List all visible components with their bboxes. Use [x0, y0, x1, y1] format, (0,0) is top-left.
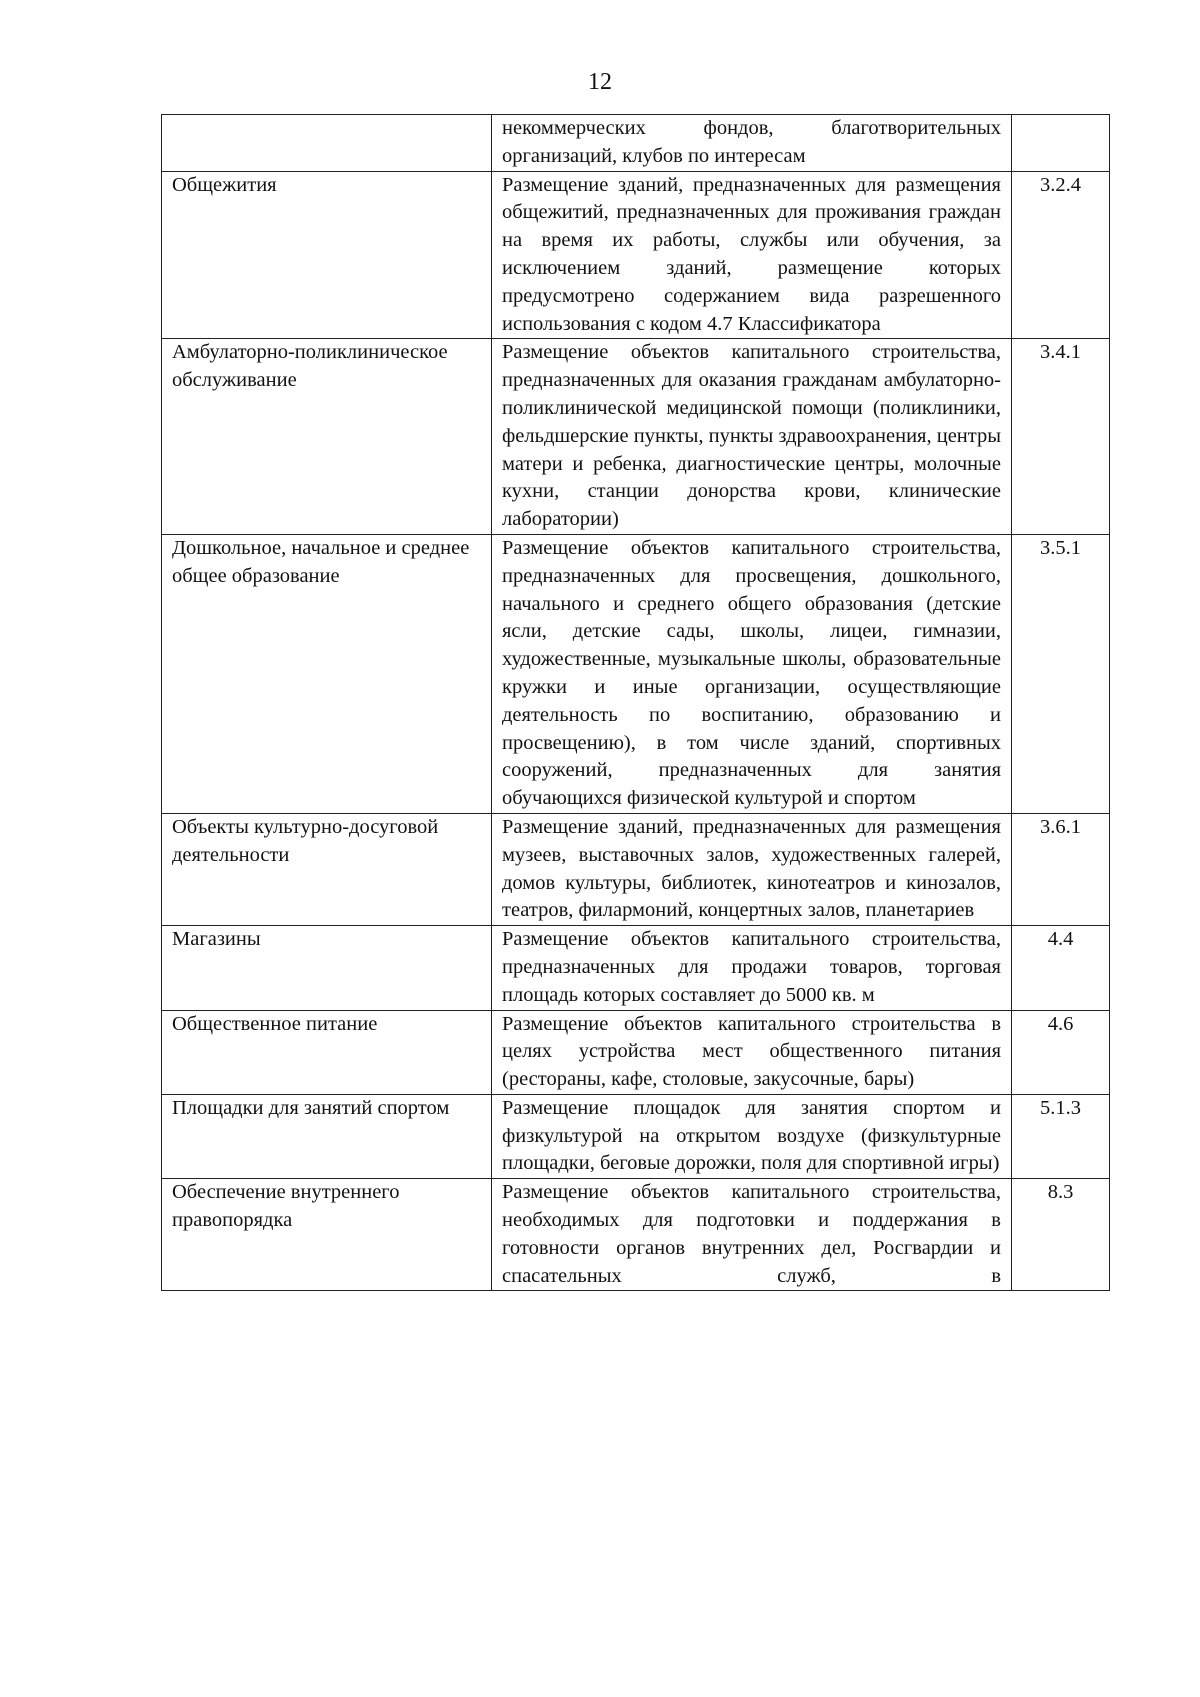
table-body: [162, 115, 1110, 1291]
use-type-description: Размещение зданий, предназначенных для размещения общежитий, предназначенных для проживания граждан на время их работы, службы или обучения, за исключением зданий, размещение которых предусмотрено содержанием вида разрешенного использования с кодом 4.7 Классификатора: [492, 171, 1012, 339]
page-number: 12: [588, 69, 612, 95]
use-type-name: Обеспечение внутреннего правопорядка: [162, 1179, 492, 1291]
use-type-description: Размещение площадок для занятия спортом и физкультурой на открытом воздухе (физкультурные площадки, беговые дорожки, поля для спортивной игры): [492, 1094, 1012, 1178]
use-type-description: Размещение зданий, предназначенных для размещения музеев, выставочных залов, художественных галерей, домов культуры, библиотек, кинотеатров и кинозалов, театров, филармоний, концертных залов, планетариев: [492, 813, 1012, 925]
use-type-code: 3.5.1: [1012, 534, 1110, 813]
use-type-code: 3.4.1: [1012, 339, 1110, 535]
use-type-name: Общественное питание: [162, 1010, 492, 1094]
use-type-code: 5.1.3: [1012, 1094, 1110, 1178]
table-row: [162, 171, 1110, 339]
use-type-description: Размещение объектов капитального строительства, предназначенных для оказания гражданам амбулаторно-поликлинической медицинской помощи (поликлиники, фельдшерские пункты, пункты здравоохранения, центры матери и ребенка, диагностические центры, молочные кухни, станции донорства крови, клинические лаборатории): [492, 339, 1012, 535]
use-type-description: Размещение объектов капитального строительства, предназначенных для просвещения, дошкольного, начального и среднего общего образования (детские ясли, детские сады, школы, лицеи, гимназии, художественные, музыкальные школы, образовательные кружки и иные организации, осуществляющие деятельность по воспитанию, образованию и просвещению), в том числе зданий, спортивных сооружений, предназначенных для занятия обучающихся физической культурой и спортом: [492, 534, 1012, 813]
use-type-description: некоммерческих фондов, благотворительных организаций, клубов по интересам: [492, 115, 1012, 172]
use-type-code: [1012, 115, 1110, 172]
table-row: [162, 1179, 1110, 1291]
use-type-code: 8.3: [1012, 1179, 1110, 1291]
use-type-name: Общежития: [162, 171, 492, 339]
table-row: [162, 926, 1110, 1010]
table-row: [162, 1010, 1110, 1094]
use-type-name: Площадки для занятий спортом: [162, 1094, 492, 1178]
use-type-name: Дошкольное, начальное и среднее общее образование: [162, 534, 492, 813]
use-type-name: Объекты культурно-досуговой деятельности: [162, 813, 492, 925]
use-type-code: 3.2.4: [1012, 171, 1110, 339]
use-type-name: Амбулаторно-поликлиническое обслуживание: [162, 339, 492, 535]
table-row: [162, 813, 1110, 925]
use-type-code: 3.6.1: [1012, 813, 1110, 925]
use-type-name: Магазины: [162, 926, 492, 1010]
use-type-name: [162, 115, 492, 172]
table-row: [162, 534, 1110, 813]
table-row: [162, 1094, 1110, 1178]
table-row: [162, 115, 1110, 172]
table-row: [162, 339, 1110, 535]
use-type-code: 4.6: [1012, 1010, 1110, 1094]
use-type-description: Размещение объектов капитального строительства в целях устройства мест общественного питания (рестораны, кафе, столовые, закусочные, бары): [492, 1010, 1012, 1094]
land-use-table: [161, 114, 1110, 1291]
use-type-description: Размещение объектов капитального строительства, необходимых для подготовки и поддержания в готовности органов внутренних дел, Росгвардии и спасательных служб, в: [492, 1179, 1012, 1291]
use-type-description: Размещение объектов капитального строительства, предназначенных для продажи товаров, торговая площадь которых составляет до 5000 кв. м: [492, 926, 1012, 1010]
use-type-code: 4.4: [1012, 926, 1110, 1010]
